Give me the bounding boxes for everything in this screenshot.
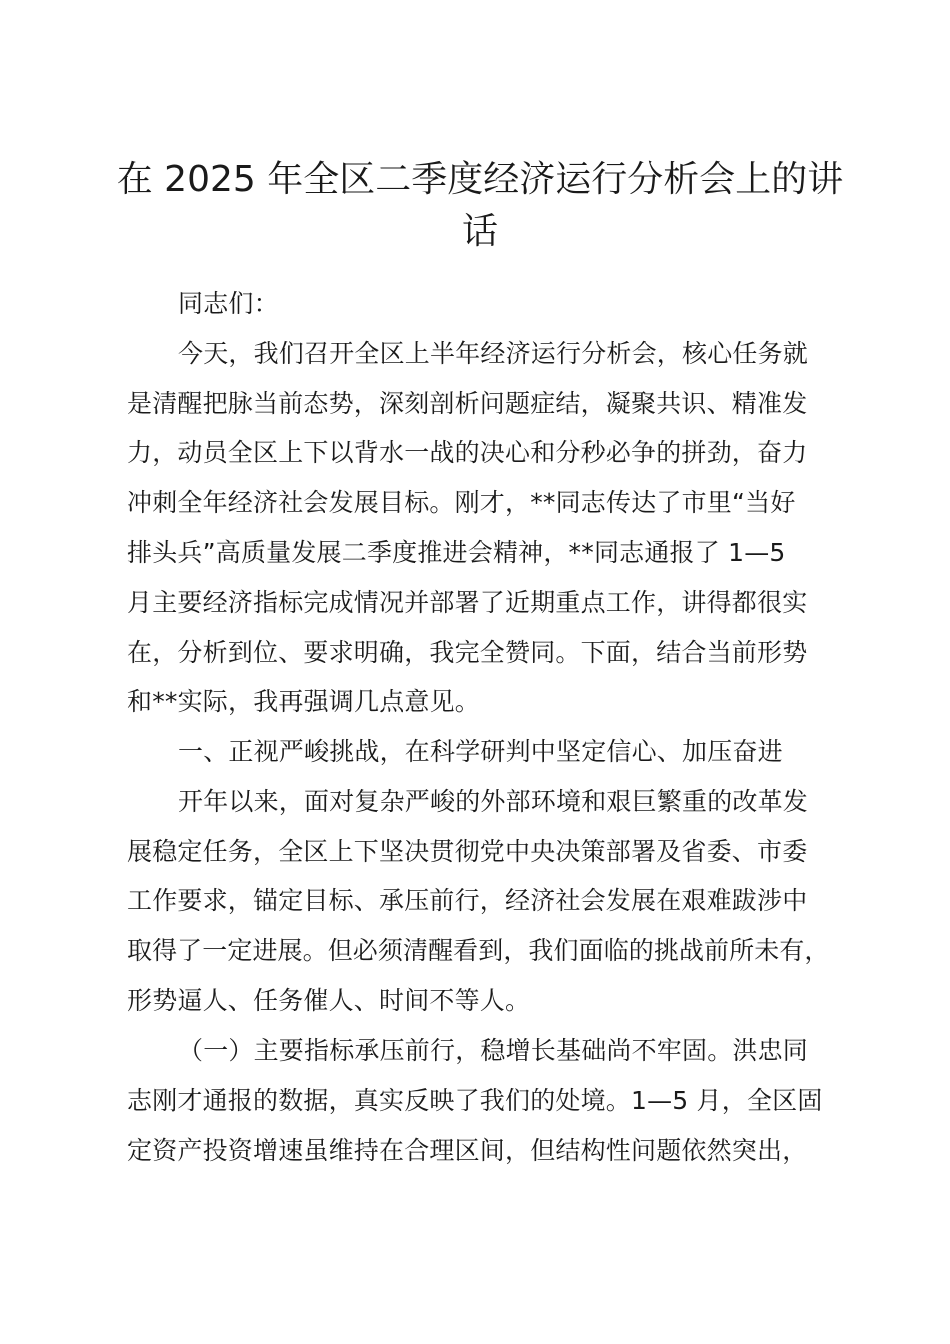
paragraph-1-line: 是清醒把脉当前态势，深刻剖析问题症结，凝聚共识、精准发 [127, 389, 808, 418]
paragraph-1-line: 月主要经济指标完成情况并部署了近期重点工作，讲得都很实 [127, 588, 808, 617]
document-title-line-2: 话 [461, 211, 498, 252]
paragraph-2-line: 取得了一定进展。但必须清醒看到，我们面临的挑战前所未有， [127, 936, 830, 965]
paragraph-1-line: 在，分析到位、要求明确，我完全赞同。下面，结合当前形势 [127, 638, 808, 667]
paragraph-2-line: 展稳定任务，全区上下坚决贯彻党中央决策部署及省委、市委 [127, 837, 808, 866]
paragraph-1-line: 冲刺全年经济社会发展目标。刚才，**同志传达了市里“当好 [127, 488, 796, 517]
paragraph-1-line: 力，动员全区上下以背水一战的决心和分秒必争的拼劲，奋力 [127, 438, 808, 467]
paragraph-3-line: 定资产投资增速虽维持在合理区间，但结构性问题依然突出， [127, 1136, 808, 1165]
paragraph-2-line: 开年以来，面对复杂严峻的外部环境和艰巨繁重的改革发 [178, 787, 809, 816]
paragraph-1-line: 和**实际，我再强调几点意见。 [127, 687, 481, 716]
paragraph-3-line: 志刚才通报的数据，真实反映了我们的处境。1—5 月，全区固 [127, 1086, 823, 1115]
paragraph-2-line: 工作要求，锚定目标、承压前行，经济社会发展在艰难跋涉中 [127, 886, 808, 915]
salutation: 同志们： [178, 289, 279, 318]
paragraph-1-line: 今天，我们召开全区上半年经济运行分析会，核心任务就 [178, 339, 809, 368]
section-heading-1: 一、正视严峻挑战，在科学研判中坚定信心、加压奋进 [178, 737, 783, 766]
paragraph-3-line: （一）主要指标承压前行，稳增长基础尚不牢固。洪忠同 [178, 1036, 809, 1065]
paragraph-2-line: 形势逼人、任务催人、时间不等人。 [127, 986, 531, 1015]
document-title-line-1: 在 2025 年全区二季度经济运行分析会上的讲 [116, 159, 844, 200]
paragraph-1-line: 排头兵”高质量发展二季度推进会精神，**同志通报了 1—5 [127, 538, 786, 567]
